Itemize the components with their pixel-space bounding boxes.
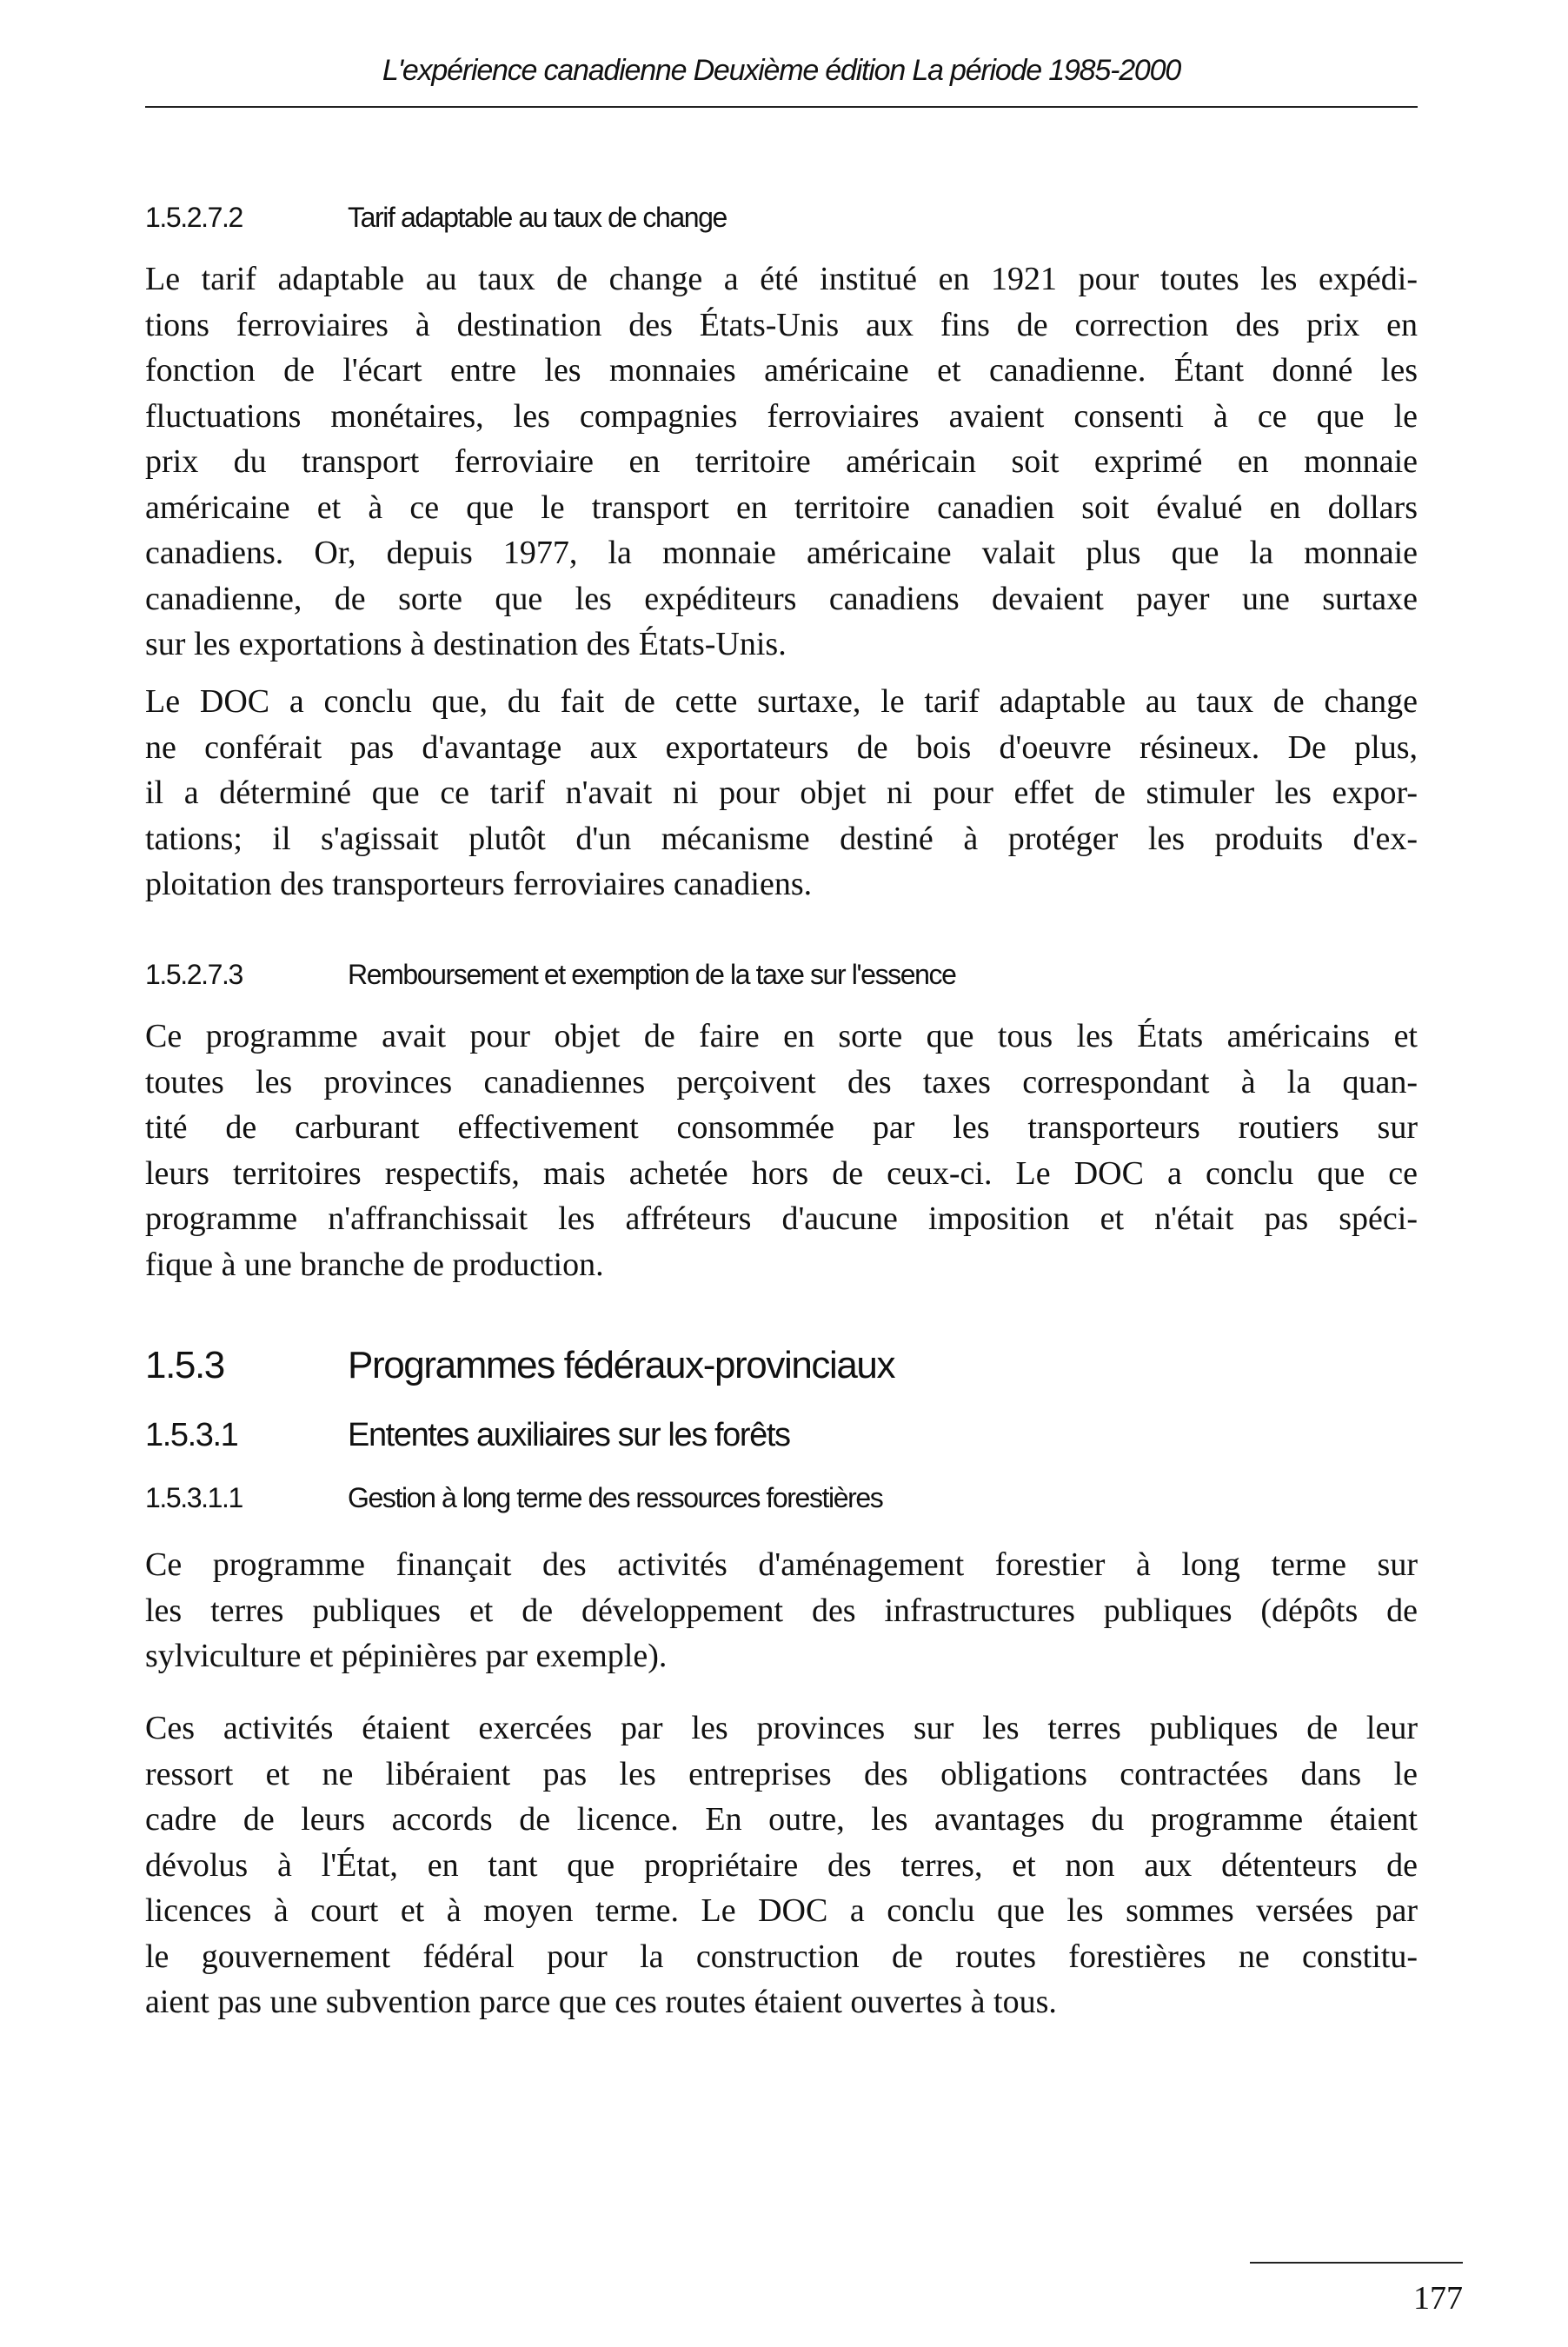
text-line: Ce programme finançait des activités d'aménagement forestier à long terme sur: [145, 1546, 1418, 1583]
text-line: Ces activités étaient exercées par les provinces sur les terres publiques de leur: [145, 1710, 1418, 1746]
header-rule: [145, 106, 1418, 108]
paragraph: [145, 1542, 1418, 1679]
running-head: L'expérience canadienne Deuxième édition La période 1985-2000: [382, 54, 1181, 87]
text-line: le gouvernement fédéral pour la construction de routes forestières ne constitu-: [145, 1938, 1418, 1975]
section-title: Gestion à long terme des ressources forestières: [348, 1482, 883, 1513]
section-number: 1.5.3.1.1: [145, 1482, 243, 1513]
text-line: canadienne, de sorte que les expéditeurs canadiens devaient payer une surtaxe: [145, 580, 1418, 617]
paragraph: [145, 679, 1418, 908]
page-number: 177: [1413, 2280, 1463, 2317]
text-line: ressort et ne libéraient pas les entreprises des obligations contractées dans le: [145, 1755, 1418, 1792]
text-line: fonction de l'écart entre les monnaies américaine et canadienne. Étant donné les: [145, 352, 1418, 389]
text-line: Le tarif adaptable au taux de change a été institué en 1921 pour toutes les expédi-: [145, 261, 1418, 297]
text-line: il a déterminé que ce tarif n'avait ni pour objet ni pour effet de stimuler les expor-: [145, 775, 1418, 811]
text-line: leurs territoires respectifs, mais achetée hors de ceux-ci. Le DOC a conclu que ce: [145, 1154, 1418, 1192]
paragraph: [145, 1014, 1418, 1287]
section-number: 1.5.2.7.2: [145, 202, 243, 233]
footer-rule: [1250, 2262, 1463, 2264]
section-title: Tarif adaptable au taux de change: [348, 202, 727, 233]
text-line: programme n'affranchissait les affréteurs d'aucune imposition et n'était pas spéci-: [145, 1200, 1418, 1237]
text-line: tité de carburant effectivement consommée par les transporteurs routiers sur: [145, 1109, 1418, 1146]
section-title: Programmes fédéraux-provinciaux: [348, 1344, 895, 1386]
text-line: cadre de leurs accords de licence. En outre, les avantages du programme étaient: [145, 1801, 1418, 1838]
text-line: licences à court et à moyen terme. Le DOC a conclu que les sommes versées par: [145, 1892, 1418, 1929]
text-line: tations; il s'agissait plutôt d'un mécanisme destiné à protéger les produits d'ex-: [145, 820, 1418, 857]
text-line: américaine et à ce que le transport en territoire canadien soit évalué en dollars: [145, 489, 1418, 526]
text-line: ploitation des transporteurs ferroviaires canadiens.: [145, 866, 813, 902]
section-title: Ententes auxiliaires sur les forêts: [348, 1417, 790, 1453]
section-title: Remboursement et exemption de la taxe sur l'essence: [348, 959, 956, 990]
text-line: Le DOC a conclu que, du fait de cette surtaxe, le tarif adaptable au taux de change: [145, 683, 1418, 720]
text-line: dévolus à l'État, en tant que propriétaire des terres, et non aux détenteurs de: [145, 1846, 1418, 1884]
text-line: aient pas une subvention parce que ces routes étaient ouvertes à tous.: [145, 1984, 1057, 2020]
text-line: fique à une branche de production.: [145, 1246, 604, 1283]
section-number: 1.5.2.7.3: [145, 959, 243, 990]
text-line: les terres publiques et de développement des infrastructures publiques (dépôts de: [145, 1592, 1418, 1629]
text-line: tions ferroviaires à destination des États-Unis aux fins de correction des prix en: [145, 306, 1418, 343]
section-number: 1.5.3.1: [145, 1417, 238, 1453]
paragraph: [145, 256, 1418, 668]
section-number: 1.5.3: [145, 1344, 224, 1386]
text-line: prix du transport ferroviaire en territoire américain soit exprimé en monnaie: [145, 443, 1418, 480]
text-line: fluctuations monétaires, les compagnies ferroviaires avaient consenti à ce que le: [145, 397, 1418, 435]
text-line: sylviculture et pépinières par exemple).: [145, 1638, 668, 1674]
text-line: ne conférait pas d'avantage aux exportateurs de bois d'oeuvre résineux. De plus,: [145, 728, 1418, 766]
text-line: sur les exportations à destination des États-Unis.: [145, 626, 787, 662]
paragraph: [145, 1705, 1418, 2025]
text-line: Ce programme avait pour objet de faire en sorte que tous les États américains et: [145, 1018, 1418, 1054]
text-line: toutes les provinces canadiennes perçoivent des taxes correspondant à la quan-: [145, 1063, 1418, 1100]
text-line: canadiens. Or, depuis 1977, la monnaie américaine valait plus que la monnaie: [145, 535, 1418, 571]
